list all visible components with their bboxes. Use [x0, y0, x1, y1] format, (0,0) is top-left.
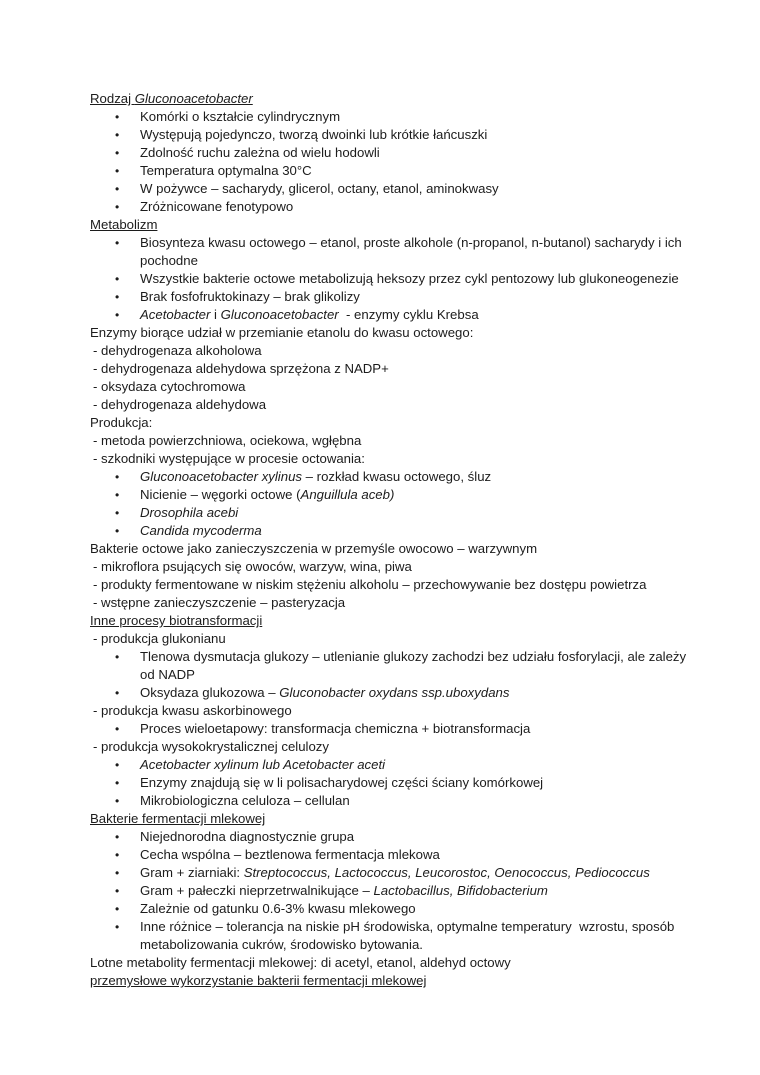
text-segment: Niejednorodna diagnostycznie grupa [140, 829, 355, 844]
bullet-marker-icon: • [115, 902, 120, 916]
bullet-marker-icon: • [115, 110, 120, 124]
text-segment: Biosynteza kwasu octowego – etanol, proste alkohole (n-propanol, n-butanol) sacharydy i ich [140, 235, 682, 250]
text-segment: Candida mycoderma [140, 523, 262, 538]
text-segment: Inne różnice – tolerancja na niskie pH środowiska, optymalne temperatury wzrostu, sposób [140, 919, 675, 934]
text-segment: Zależnie od gatunku 0.6-3% kwasu mlekowego [140, 901, 416, 916]
bullet-marker-icon: • [115, 524, 120, 538]
bullet-item [90, 198, 690, 216]
text-segment: W pożywce – sacharydy, glicerol, octany, etanol, aminokwasy [140, 181, 499, 196]
document-content [90, 90, 690, 990]
text-segment: przemysłowe wykorzystanie bakterii fermentacji mlekowej [90, 973, 427, 988]
text-segment: - produkcja kwasu askorbinowego [93, 703, 292, 718]
text-segment: Mikrobiologiczna celuloza – cellulan [140, 793, 350, 808]
text-segment: Acetobacter [140, 307, 211, 322]
bullet-marker-icon: • [115, 794, 120, 808]
bullet-item [90, 144, 690, 162]
text-segment: Zdolność ruchu zależna od wielu hodowli [140, 145, 380, 160]
text-segment: Tlenowa dysmutacja glukozy – utlenianie glukozy zachodzi bez udziału fosforylacji, ale zależy [140, 649, 687, 664]
dash-item [90, 558, 690, 576]
bullet-marker-icon: • [115, 650, 120, 664]
bullet-item [90, 288, 690, 306]
text-segment: - produkcja glukonianu [93, 631, 226, 646]
text-segment: - dehydrogenaza alkoholowa [93, 343, 262, 358]
text-segment: Proces wieloetapowy: transformacja chemiczna + biotransformacja [140, 721, 531, 736]
text-segment: - produkty fermentowane w niskim stężeniu alkoholu – przechowywanie bez dostępu powietrza [93, 577, 647, 592]
wrapped-line [90, 252, 690, 270]
section-heading [90, 810, 690, 828]
text-segment: - wstępne zanieczyszczenie – pasteryzacja [93, 595, 346, 610]
bullet-item [90, 684, 690, 702]
dash-item [90, 630, 690, 648]
text-segment: Inne procesy biotransformacji [90, 613, 263, 628]
text-segment: Gram + ziarniaki: [140, 865, 244, 880]
dash-item [90, 702, 690, 720]
text-segment: metabolizowania cukrów, środowisko bytowania. [140, 937, 423, 952]
text-segment: Temperatura optymalna 30°C [140, 163, 312, 178]
text-segment: Enzymy znajdują się w li polisacharydowej części ściany komórkowej [140, 775, 544, 790]
bullet-marker-icon: • [115, 848, 120, 862]
text-segment: - mikroflora psujących się owoców, warzyw, wina, piwa [93, 559, 412, 574]
text-segment: Bakterie fermentacji mlekowej [90, 811, 266, 826]
text-segment: Komórki o kształcie cylindrycznym [140, 109, 341, 124]
paragraph-line [90, 954, 690, 972]
bullet-marker-icon: • [115, 758, 120, 772]
bullet-item [90, 180, 690, 198]
bullet-marker-icon: • [115, 182, 120, 196]
text-segment: - dehydrogenaza aldehydowa sprzężona z NADP+ [93, 361, 389, 376]
text-segment: Rodzaj [90, 91, 135, 106]
bullet-marker-icon: • [115, 506, 120, 520]
paragraph-line [90, 540, 690, 558]
text-segment: Nicienie – węgorki octowe ( [140, 487, 301, 502]
bullet-item [90, 648, 690, 666]
bullet-item [90, 828, 690, 846]
bullet-marker-icon: • [115, 830, 120, 844]
bullet-item [90, 468, 690, 486]
section-heading [90, 90, 690, 108]
text-segment: Enzymy biorące udział w przemianie etanolu do kwasu octowego: [90, 325, 474, 340]
bullet-item [90, 504, 690, 522]
text-segment: pochodne [140, 253, 198, 268]
bullet-item [90, 918, 690, 936]
text-segment: Wszystkie bakterie octowe metabolizują heksozy przez cykl pentozowy lub glukoneogenezie [140, 271, 679, 286]
bullet-item [90, 864, 690, 882]
bullet-marker-icon: • [115, 686, 120, 700]
bullet-item [90, 792, 690, 810]
bullet-marker-icon: • [115, 884, 120, 898]
text-segment: Bakterie octowe jako zanieczyszczenia w przemyśle owocowo – warzywnym [90, 541, 538, 556]
bullet-item [90, 234, 690, 252]
dash-item [90, 360, 690, 378]
bullet-marker-icon: • [115, 290, 120, 304]
dash-item [90, 738, 690, 756]
text-segment: - produkcja wysokokrystalicznej celulozy [93, 739, 329, 754]
text-segment: - szkodniki występujące w procesie octowania: [93, 451, 365, 466]
text-segment: Zróżnicowane fenotypowo [140, 199, 294, 214]
bullet-marker-icon: • [115, 200, 120, 214]
bullet-item [90, 162, 690, 180]
dash-item [90, 342, 690, 360]
bullet-item [90, 882, 690, 900]
bullet-marker-icon: • [115, 866, 120, 880]
bullet-item [90, 126, 690, 144]
dash-item [90, 576, 690, 594]
text-segment: - enzymy cyklu Krebsa [338, 307, 479, 322]
text-segment: Gram + pałeczki nieprzetrwalnikujące – [140, 883, 374, 898]
text-segment: Gluconobacter oxydans ssp.uboxydans [279, 685, 510, 700]
section-heading [90, 216, 690, 234]
bullet-marker-icon: • [115, 164, 120, 178]
bullet-marker-icon: • [115, 272, 120, 286]
text-segment: Lotne metabolity fermentacji mlekowej: di acetyl, etanol, aldehyd octowy [90, 955, 511, 970]
text-segment: Anguillula aceb) [300, 487, 395, 502]
text-segment: Lactobacillus, Bifidobacterium [373, 883, 548, 898]
bullet-item [90, 270, 690, 288]
bullet-item [90, 108, 690, 126]
paragraph-line [90, 414, 690, 432]
dash-item [90, 396, 690, 414]
text-segment: Drosophila acebi [140, 505, 239, 520]
text-segment: - oksydaza cytochromowa [93, 379, 246, 394]
bullet-item [90, 522, 690, 540]
text-segment: Gluconoacetobacter [134, 91, 253, 106]
text-segment: Występują pojedynczo, tworzą dwoinki lub krótkie łańcuszki [140, 127, 488, 142]
bullet-item [90, 846, 690, 864]
bullet-item [90, 486, 690, 504]
bullet-item [90, 756, 690, 774]
section-heading [90, 612, 690, 630]
bullet-marker-icon: • [115, 722, 120, 736]
bullet-marker-icon: • [115, 470, 120, 484]
bullet-marker-icon: • [115, 146, 120, 160]
bullet-item [90, 900, 690, 918]
text-segment: – rozkład kwasu octowego, śluz [302, 469, 492, 484]
bullet-marker-icon: • [115, 236, 120, 250]
wrapped-line [90, 666, 690, 684]
text-segment: - metoda powierzchniowa, ociekowa, wgłębna [93, 433, 362, 448]
text-segment: Gluconoacetobacter xylinus [140, 469, 303, 484]
text-segment: od NADP [140, 667, 195, 682]
dash-item [90, 450, 690, 468]
text-segment: Cecha wspólna – beztlenowa fermentacja mlekowa [140, 847, 440, 862]
text-segment: Brak fosfofruktokinazy – brak glikolizy [140, 289, 360, 304]
text-segment: Oksydaza glukozowa – [140, 685, 280, 700]
text-segment: Streptococcus, Lactococcus, Leucorostoc, Oenococcus, Pediococcus [243, 865, 650, 880]
text-segment: Produkcja: [90, 415, 153, 430]
dash-item [90, 378, 690, 396]
text-segment: - dehydrogenaza aldehydowa [93, 397, 267, 412]
bullet-marker-icon: • [115, 308, 120, 322]
text-segment: Gluconoacetobacter [220, 307, 339, 322]
wrapped-line [90, 936, 690, 954]
bullet-item [90, 774, 690, 792]
text-segment: Metabolizm [90, 217, 158, 232]
bullet-item [90, 720, 690, 738]
bullet-marker-icon: • [115, 488, 120, 502]
dash-item [90, 432, 690, 450]
bullet-marker-icon: • [115, 128, 120, 142]
bullet-item [90, 306, 690, 324]
text-segment: Acetobacter xylinum lub Acetobacter aceti [140, 757, 386, 772]
bullet-marker-icon: • [115, 920, 120, 934]
paragraph-line [90, 324, 690, 342]
dash-item [90, 594, 690, 612]
bullet-marker-icon: • [115, 776, 120, 790]
section-heading [90, 972, 690, 990]
text-segment: i [210, 307, 221, 322]
